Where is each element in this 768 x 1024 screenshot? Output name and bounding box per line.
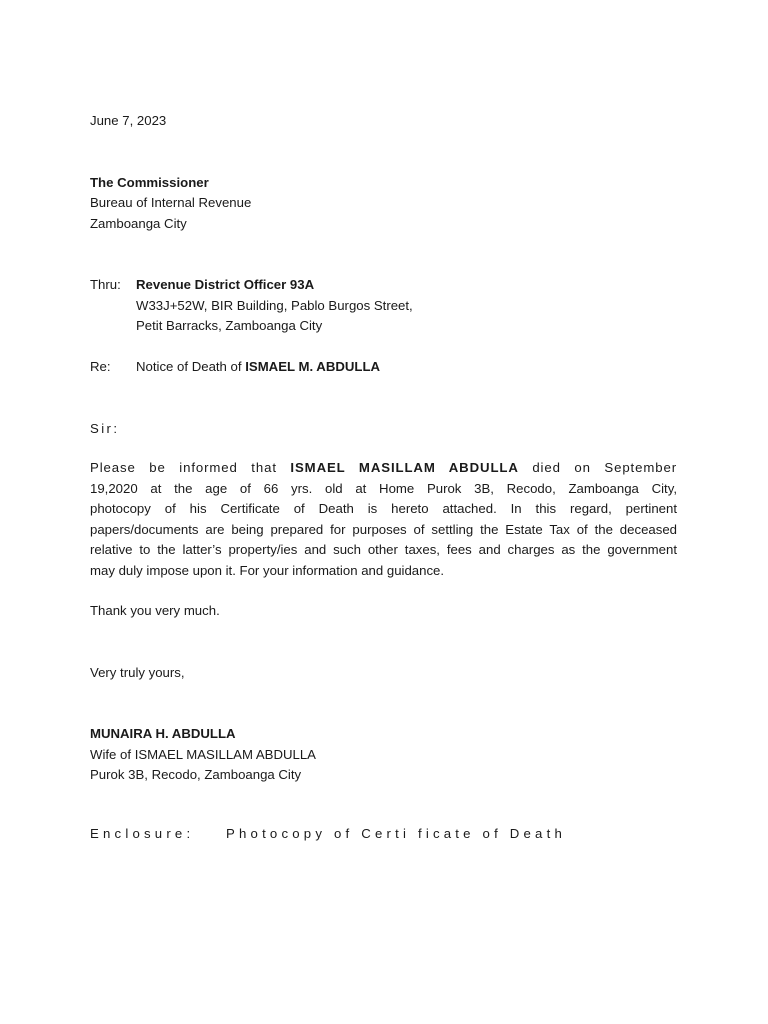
thru-address-line1: W33J+52W, BIR Building, Pablo Burgos Street, (136, 298, 413, 313)
letter-date: June 7, 2023 (90, 113, 167, 128)
re-label: Re: (90, 359, 111, 374)
body-paragraph (90, 458, 677, 581)
thru-label: Thru: (90, 277, 121, 292)
closing-line: Very truly yours, (90, 665, 185, 680)
body-line-1 (90, 458, 677, 479)
addressee-office: Bureau of Internal Revenue (90, 195, 252, 210)
salutation: Sir: (90, 421, 120, 436)
body-line-3: photocopy of his Certificate of Death is hereto attached. In this regard, pertinent (90, 501, 677, 516)
body-line-1-name: ISMAEL MASILLAM ABDULLA (290, 460, 519, 475)
enclosure-text: Photocopy of Certi ficate of Death (226, 826, 566, 841)
body-line-5: relative to the latter’s property/ies and such other taxes, fees and charges as the government (90, 542, 677, 557)
signatory-relation: Wife of ISMAEL MASILLAM ABDULLA (90, 747, 316, 762)
signatory-name: MUNAIRA H. ABDULLA (90, 726, 236, 741)
thru-address-line2: Petit Barracks, Zamboanga City (136, 318, 323, 333)
addressee-city: Zamboanga City (90, 216, 187, 231)
signatory-address: Purok 3B, Recodo, Zamboanga City (90, 767, 302, 782)
thru-name: Revenue District Officer 93A (136, 277, 315, 292)
re-subject (136, 359, 380, 375)
body-line-4: papers/documents are being prepared for purposes of settling the Estate Tax of the deceased (90, 521, 677, 537)
body-line-2: 19,2020 at the age of 66 yrs. old at Home Purok 3B, Recodo, Zamboanga City, (90, 480, 677, 496)
body-line-1-post: died on September (518, 460, 677, 475)
thanks-line: Thank you very much. (90, 603, 220, 618)
body-line-6: may duly impose upon it. For your information and guidance. (90, 562, 445, 578)
body-line-1-pre: Please be informed that (90, 460, 291, 475)
re-text: Notice of Death of (136, 359, 246, 374)
re-name: ISMAEL M. ABDULLA (245, 359, 381, 374)
enclosure-label: Enclosure: (90, 826, 195, 841)
addressee-name: The Commissioner (90, 175, 209, 190)
